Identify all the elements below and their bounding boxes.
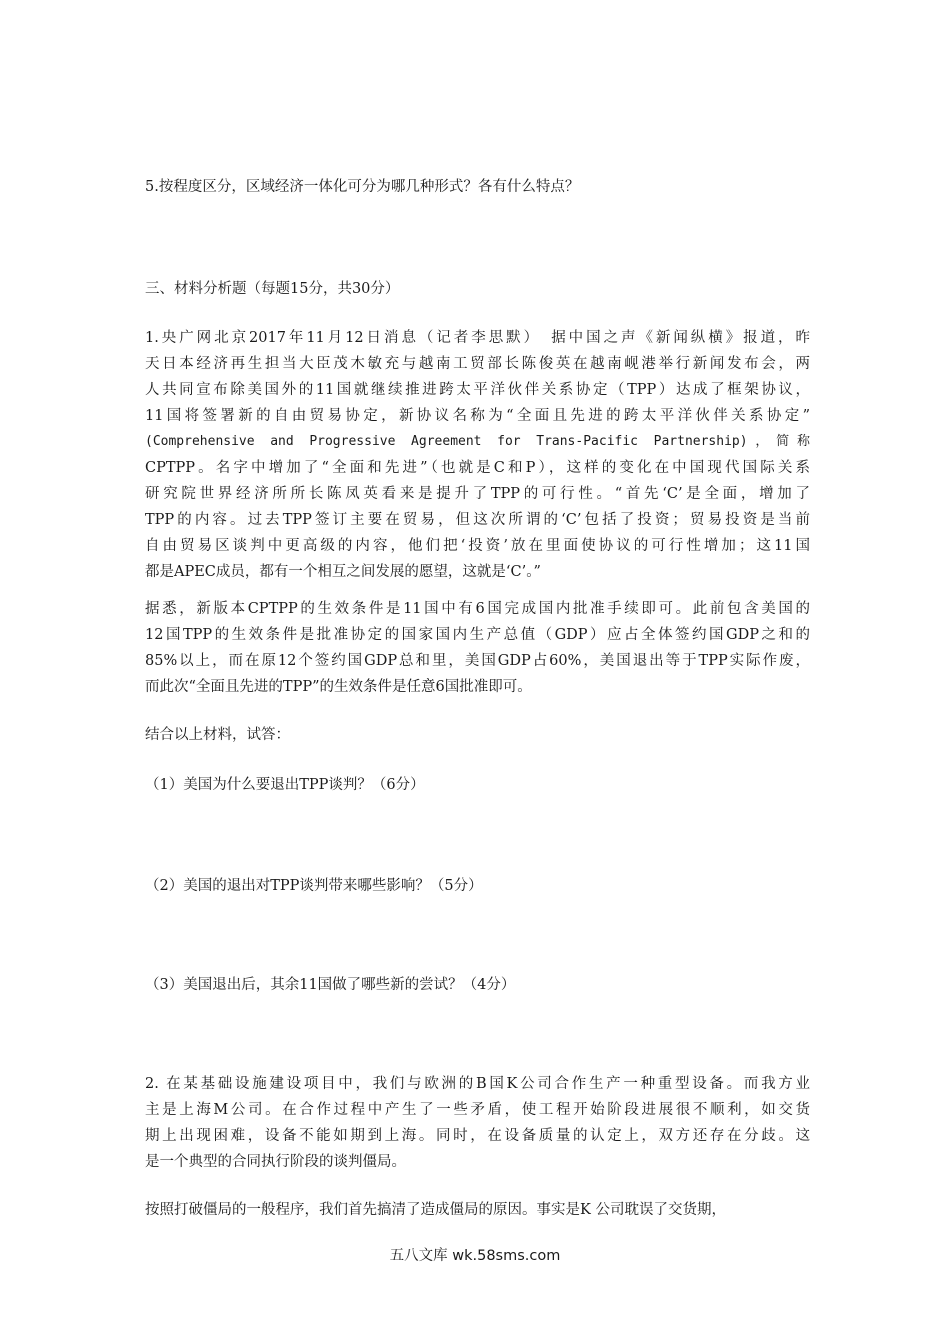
text-line: 主是上海M公司。在合作过程中产生了一些矛盾，使工程开始阶段进展很不顺利，如交货: [145, 1102, 810, 1118]
text-line: CPTPP。名字中增加了“全面和先进”（也就是C和P），这样的变化在中国现代国际关系: [145, 460, 810, 476]
material-1-paragraph-2: [145, 596, 810, 700]
text-line: 据悉，新版本CPTPP的生效条件是11国中有6国完成国内批准手续即可。此前包含美国的: [145, 601, 810, 617]
page-footer: 五八文库 wk.58sms.com: [389, 1248, 561, 1264]
text-line: 85%以上，而在原12个签约国GDP总和里，美国GDP占60%，美国退出等于TPP实际作废，: [145, 653, 810, 669]
section-3-heading: 三、材料分析题（每题15分，共30分）: [145, 281, 400, 297]
sub-question-2: （2）美国的退出对TPP谈判带来哪些影响？（5分）: [145, 878, 483, 894]
text-line: 都是APEC成员，都有一个相互之间发展的愿望，这就是‘C’。”: [145, 564, 541, 580]
question-5: 5.按程度区分，区域经济一体化可分为哪几种形式？各有什么特点？: [145, 179, 580, 195]
text-line: 研究院世界经济所所长陈凤英看来是提升了TPP的可行性。“首先‘C’是全面，增加了: [145, 486, 810, 502]
text-line: 1.央广网北京2017年11月12日消息（记者李思默） 据中国之声《新闻纵横》报道，昨: [145, 330, 810, 346]
text-line: 天日本经济再生担当大臣茂木敏充与越南工贸部长陈俊英在越南岘港举行新闻发布会，两: [145, 356, 810, 372]
text-line: 而此次“全面且先进的TPP”的生效条件是任意6国批准即可。: [145, 679, 532, 695]
material-2-paragraph-2: [145, 1197, 810, 1223]
text-line: 2. 在某基础设施建设项目中，我们与欧洲的B国K公司合作生产一种重型设备。而我方业: [145, 1076, 810, 1092]
material-2-paragraph-1: [145, 1071, 810, 1175]
text-line: (Comprehensive and Progressive Agreement for Trans-Pacific Partnership)，简称: [145, 434, 810, 449]
material-1-paragraph-1: [145, 325, 810, 585]
answer-prompt: 结合以上材料，试答：: [145, 727, 290, 743]
text-line: TPP的内容。过去TPP签订主要在贸易，但这次所谓的‘C’包括了投资；贸易投资是当前: [145, 512, 810, 528]
text-line: 自由贸易区谈判中更高级的内容，他们把‘投资’放在里面使协议的可行性增加；这11国: [145, 538, 810, 554]
text-line: 12国TPP的生效条件是批准协定的国家国内生产总值（GDP）应占全体签约国GDP之和的: [145, 627, 810, 643]
text-line: 期上出现困难，设备不能如期到上海。同时，在设备质量的认定上，双方还存在分歧。这: [145, 1128, 810, 1144]
text-line: 按照打破僵局的一般程序，我们首先搞清了造成僵局的原因。事实是K 公司耽误了交货期，: [145, 1202, 726, 1218]
text-line: 是一个典型的合同执行阶段的谈判僵局。: [145, 1154, 406, 1170]
sub-question-1: （1）美国为什么要退出TPP谈判？（6分）: [145, 777, 425, 793]
text-line: 11国将签署新的自由贸易协定，新协议名称为“全面且先进的跨太平洋伙伴关系协定”: [145, 408, 810, 424]
sub-question-3: （3）美国退出后，其余11国做了哪些新的尝试？（4分）: [145, 977, 516, 993]
text-line: 人共同宣布除美国外的11国就继续推进跨太平洋伙伴关系协定（TPP）达成了框架协议，: [145, 382, 810, 398]
